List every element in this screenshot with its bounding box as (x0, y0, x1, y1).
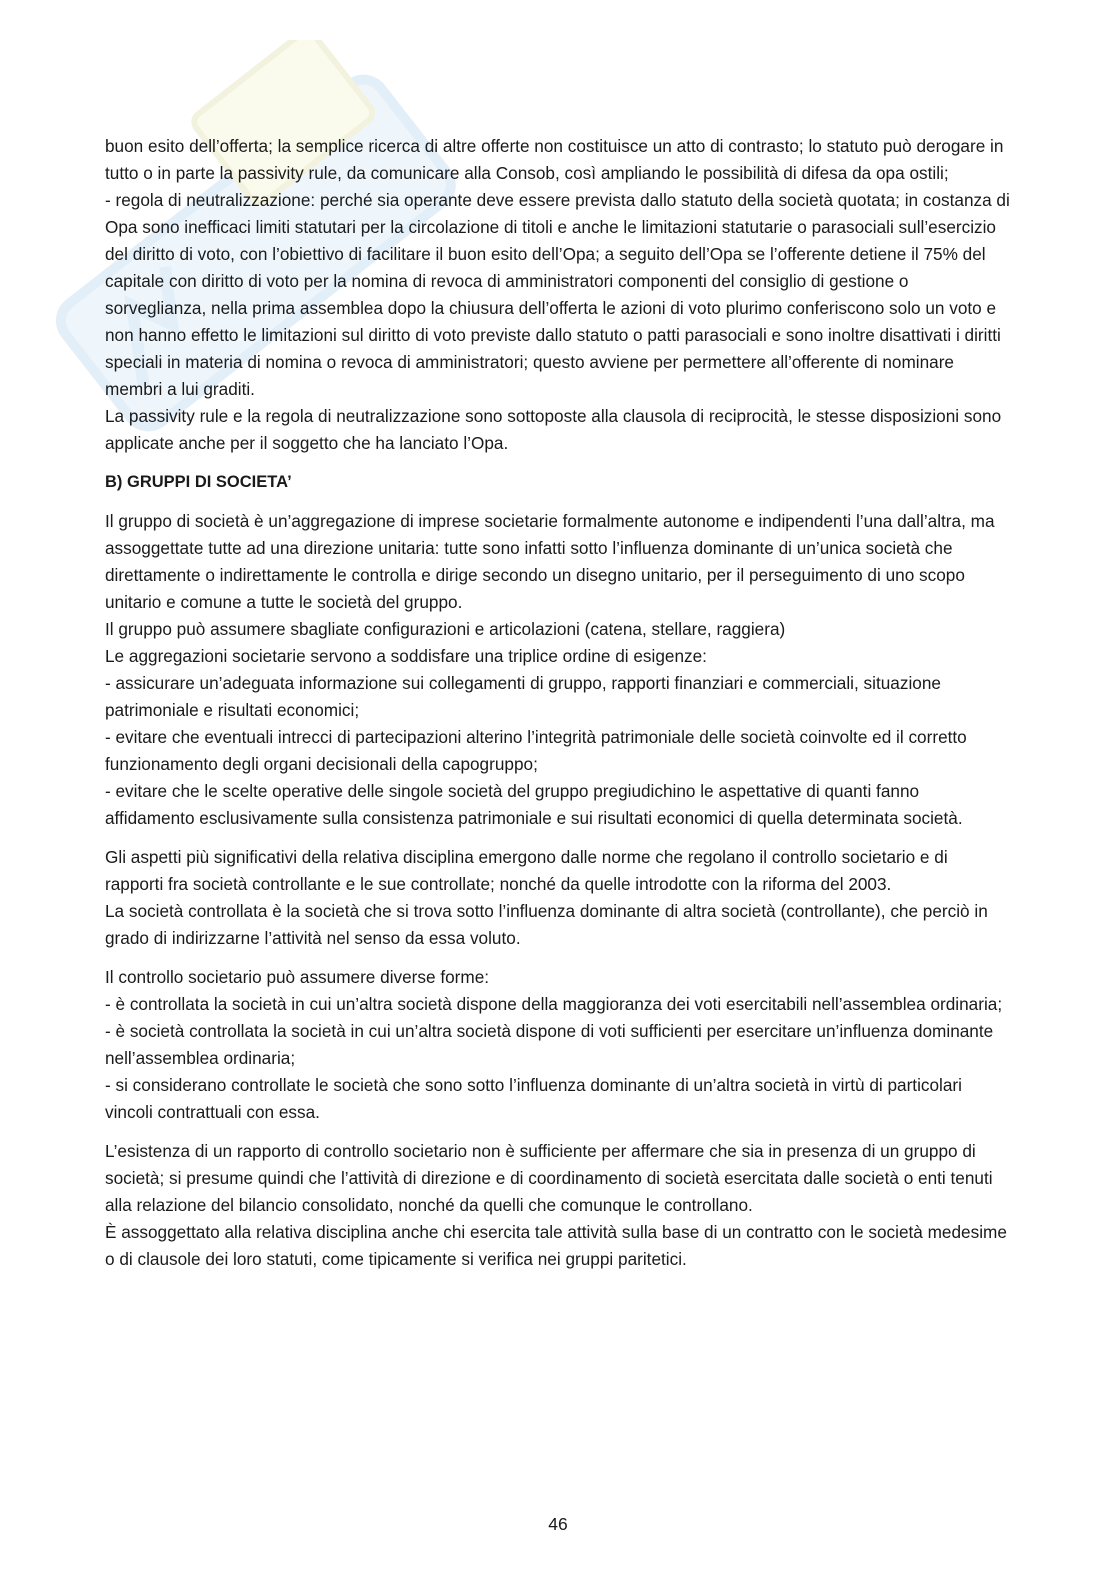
paragraph-block-3 (105, 844, 1010, 952)
text-line: - evitare che le scelte operative delle singole società del gruppo pregiudichino le aspettative di quanti fanno affidamento esclusivamente sulla consistenza patrimoniale e sui risultati economici di quella determinata società. (105, 781, 963, 828)
text-line: Il gruppo di società è un’aggregazione di imprese societarie formalmente autonome e indipendenti l’una dall’altra, ma assoggettate tutte ad una direzione unitaria: tutte sono infatti sotto l’influenza dominante di un’unica società che direttamente o indirettamente le controlla e dirige secondo un disegno unitario, per il perseguimento di uno scopo unitario e comune a tutte le società del gruppo. (105, 511, 995, 612)
text-line: La passivity rule e la regola di neutralizzazione sono sottoposte alla clausola di reciprocità, le stesse disposizioni sono applicate anche per il soggetto che ha lanciato l’Opa. (105, 406, 1002, 453)
section-heading: B) GRUPPI DI SOCIETA’ (105, 473, 292, 491)
document-body (105, 133, 1010, 1285)
text-line: - è società controllata la società in cui un’altra società dispone di voti sufficienti per esercitare un’influenza dominante nell’assemblea ordinaria; (105, 1021, 994, 1068)
text-line: - regola di neutralizzazione: perché sia operante deve essere prevista dallo statuto della società quotata; in costanza di Opa sono inefficaci limiti statutari per la circolazione di titoli e anche le limitazioni statutarie o parasociali sull’esercizio del diritto di voto, con l’obiettivo di facilitare il buon esito dell’Opa; a seguito dell’Opa se l’offerente detiene il 75% del capitale con diritto di voto per la nomina di revoca di amministratori componenti del consiglio di gestione o sorveglianza, nella prima assemblea dopo la chiusura dell’offerta le azioni di voto plurimo conferiscono solo un voto e non hanno effetto le limitazioni sul diritto di voto previste dallo statuto o patti parasociali e sono inoltre disattivati i diritti speciali in materia di nomina o revoca di amministratori; questo avviene per permettere all’offerente di nominare membri a lui graditi. (105, 190, 1010, 399)
text-line: buon esito dell’offerta; la semplice ricerca di altre offerte non costituisce un atto di contrasto; lo statuto può derogare in tutto o in parte la passivity rule, da comunicare alla Consob, così ampliando le possibilità di difesa da opa ostili; (105, 136, 1004, 183)
text-line: È assoggettato alla relativa disciplina anche chi esercita tale attività sulla base di un contratto con le società medesime o di clausole dei loro statuti, come tipicamente si verifica nei gruppi paritetici. (105, 1222, 1007, 1269)
text-line: Le aggregazioni societarie servono a soddisfare una triplice ordine di esigenze: (105, 646, 707, 666)
text-line: - assicurare un’adeguata informazione sui collegamenti di gruppo, rapporti finanziari e commerciali, situazione patrimoniale e risultati economici; (105, 673, 941, 720)
paragraph-block-4 (105, 964, 1010, 1126)
text-line: Il controllo societario può assumere diverse forme: (105, 967, 490, 987)
text-line: L’esistenza di un rapporto di controllo societario non è sufficiente per affermare che sia in presenza di un gruppo di società; si presume quindi che l’attività di direzione e di coordinamento di società esercitata dalle società o enti tenuti alla relazione del bilancio consolidato, nonché da quelli che comunque le controllano. (105, 1141, 993, 1215)
paragraph-block-1 (105, 133, 1010, 457)
paragraph-block-2 (105, 508, 1010, 832)
text-line: La società controllata è la società che si trova sotto l’influenza dominante di altra società (controllante), che perciò in grado di indirizzarne l’attività nel senso da essa voluto. (105, 901, 988, 948)
text-line: - evitare che eventuali intrecci di partecipazioni alterino l’integrità patrimoniale delle società coinvolte ed il corretto funzionamento degli organi decisionali della capogruppo; (105, 727, 967, 774)
text-line: - è controllata la società in cui un’altra società dispone della maggioranza dei voti esercitabili nell’assemblea ordinaria; (105, 994, 1003, 1014)
text-line: Gli aspetti più significativi della relativa disciplina emergono dalle norme che regolano il controllo societario e di rapporti fra società controllante e le sue controllate; nonché da quelle introdotte con la riforma del 2003. (105, 847, 948, 894)
paragraph-block-5 (105, 1138, 1010, 1273)
text-line: - si considerano controllate le società che sono sotto l’influenza dominante di un’altra società in virtù di particolari vincoli contrattuali con essa. (105, 1075, 962, 1122)
text-line: Il gruppo può assumere sbagliate configurazioni e articolazioni (catena, stellare, raggiera) (105, 619, 786, 639)
page-number: 46 (548, 1514, 568, 1534)
